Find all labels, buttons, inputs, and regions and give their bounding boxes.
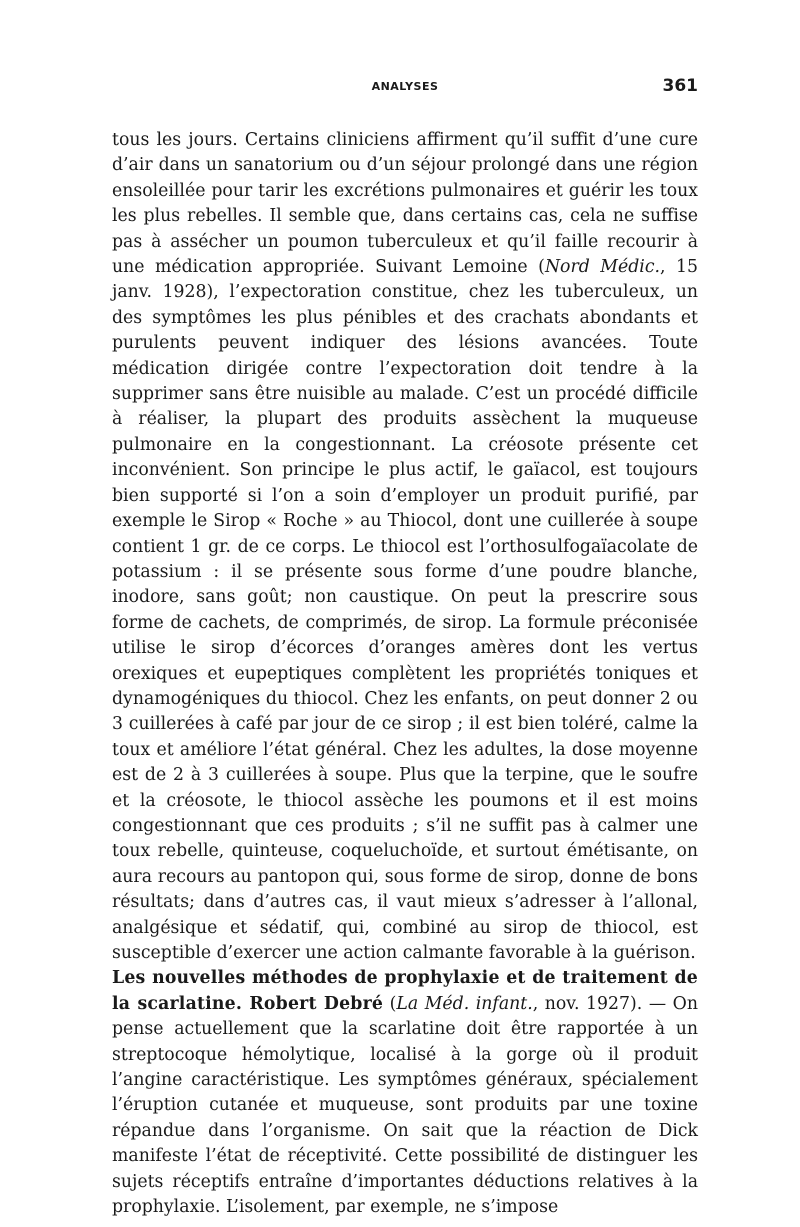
article-heading: Les nouvelles méthodes de prophylaxie et de traitement de la scarlatine. Robert Debré	[112, 968, 698, 1014]
paragraph-thiocol	[112, 128, 698, 966]
header-title: ANALYSES	[371, 80, 439, 93]
paragraph-text: — On pense actuellement que la scarlatine doit être rapportée à un streptocoque hémolytique, localisé à la gorge où il produit l’angine caractéristique. Les symptômes généraux, spécialement l’éruption cutanée et muqueuse, sont produits par une toxine répandue dans l’organisme. On sait que la réaction de Dick manifeste l’état de réceptivité. Cette possibilité de distinguer les sujets réceptifs entraîne d’importantes déductions relatives à la prophylaxie. L’isolement, par exemple, ne s’impose	[112, 993, 698, 1218]
paragraph-text: tous les jours. Certains cliniciens affirment qu’il suffit d’une cure d’air dans un sanatorium ou d’un séjour prolongé dans une région ensoleillée pour tarir les excrétions pulmonaires et guérir les toux les plus rebelles. Il semble que, dans certains cas, cela ne suffise pas à assécher un poumon tuberculeux et qu’il faille recourir à une médication appropriée. Suivant Lemoine (	[112, 130, 698, 278]
journal-title: Nord Médic.	[544, 257, 660, 278]
page-number: 361	[662, 76, 698, 96]
citation-close: , nov. 1927).	[532, 993, 643, 1014]
citation-open: (	[383, 993, 397, 1014]
running-header	[112, 76, 698, 102]
paragraph-text-continued: , 15 janv. 1928), l’expectoration constitue, chez les tuberculeux, un des symptômes les plus pénibles et des crachats abondants et purulents peuvent indiquer des lésions avancées. Toute médication dirigée contre l’expectoration doit tendre à la supprimer sans être nuisible au malade. C’est un procédé difficile à réaliser, la plupart des produits assèchent la muqueuse pulmonaire en la congestionnant. La créosote présente cet inconvénient. Son principe le plus actif, le gaïacol, est toujours bien supporté si l’on a soin d’employer un produit purifié, par exemple le Sirop « Roche » au Thiocol, dont une cuillerée à soupe contient 1 gr. de ce corps. Le thiocol est l’orthosulfogaïacolate de potassium : il se présente sous forme d’une poudre blanche, inodore, sans goût; non caustique. On peut la prescrire sous forme de cachets, de comprimés, de sirop. La formule préconisée utilise le sirop d’écorces d’oranges amères dont les vertus orexiques et eupeptiques complètent les propriétés toniques et dynamogéniques du thiocol. Chez les enfants, on peut donner 2 ou 3 cuillerées à café par jour de ce sirop ; il est bien toléré, calme la toux et améliore l’état général. Chez les adultes, la dose moyenne est de 2 à 3 cuillerées à soupe. Plus que la terpine, que le soufre et la créosote, le thiocol assèche les poumons et il est moins congestionnant que ces produits ; s’il ne suffit pas à calmer une toux rebelle, quinteuse, coqueluchoïde, et surtout émétisante, on aura recours au pantopon qui, sous forme de sirop, donne de bons résultats; dans d’autres cas, il vaut mieux s’adresser à l’allonal, analgésique et sédatif, qui, combiné au sirop de thiocol, est susceptible d’exercer une action calmante favorable à la guérison.	[112, 257, 699, 963]
journal-title: La Méd. infant.	[396, 993, 533, 1014]
page	[112, 76, 699, 1220]
paragraph-scarlatine	[112, 966, 698, 1220]
